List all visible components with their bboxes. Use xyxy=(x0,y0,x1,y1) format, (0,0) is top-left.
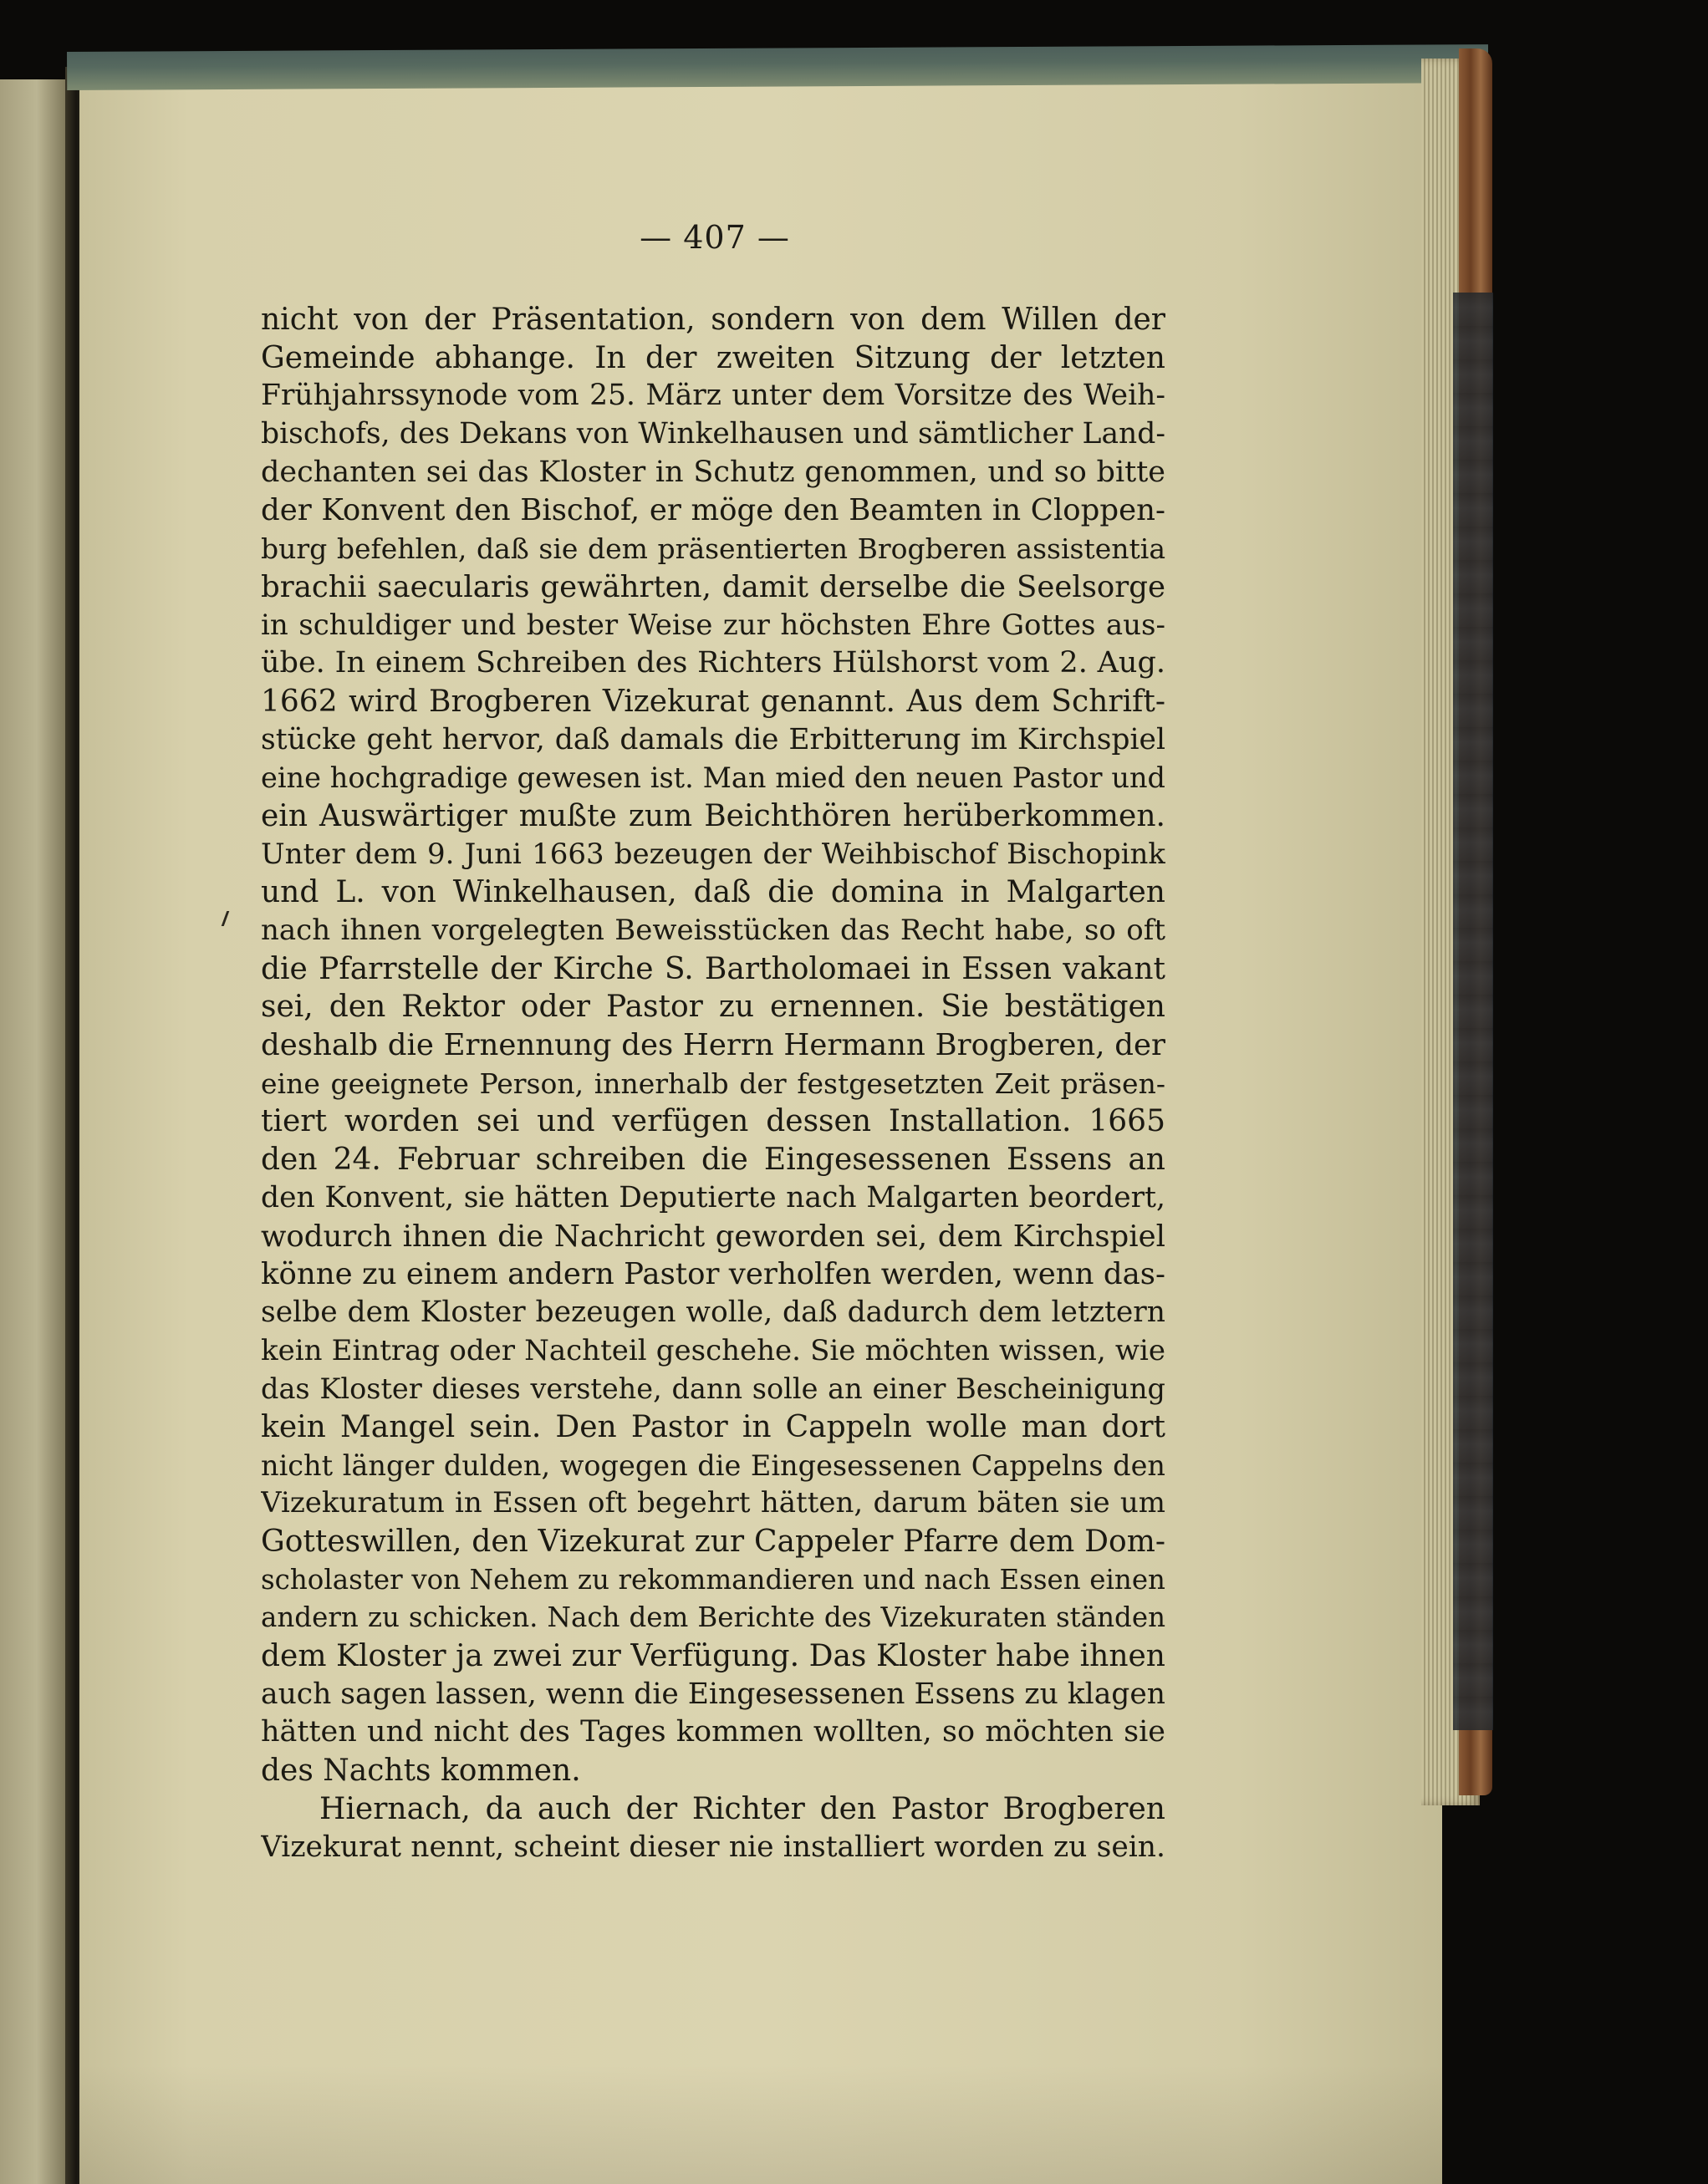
text-line: in schuldiger und bester Weise zur höchsten Ehre Gottes aus- xyxy=(261,608,1165,642)
text-line: Hiernach, da auch der Richter den Pastor Brogberen xyxy=(319,1791,1165,1826)
text-line: tiert worden sei und verfügen dessen Installation. 1665 xyxy=(261,1104,1165,1139)
text-line: dem Kloster ja zwei zur Verfügung. Das Kloster habe ihnen xyxy=(261,1639,1165,1674)
text-line: Gotteswillen, den Vizekurat zur Cappeler Pfarre dem Dom- xyxy=(261,1525,1165,1559)
text-line: den 24. Februar schreiben die Eingesessenen Essens an xyxy=(261,1143,1165,1178)
text-line: 1662 wird Brogberen Vizekurat genannt. Aus dem Schrift- xyxy=(261,684,1165,719)
text-line: kein Mangel sein. Den Pastor in Cappeln wolle man dort xyxy=(261,1409,1165,1444)
text-line: und L. von Winkelhausen, daß die domina in Malgarten xyxy=(261,875,1165,910)
text-line: das Kloster dieses verstehe, dann solle an einer Bescheinigung xyxy=(261,1372,1165,1406)
cover-edge xyxy=(1453,293,1493,1730)
text-line: nach ihnen vorgelegten Beweisstücken das Recht habe, so oft xyxy=(261,914,1165,947)
text-line: auch sagen lassen, wenn die Eingesessenen Essens zu klagen xyxy=(261,1677,1165,1711)
text-line: eine geeignete Person, innerhalb der festgesetzten Zeit präsen- xyxy=(261,1067,1165,1100)
text-line: andern zu schicken. Nach dem Berichte des Vizekuraten ständen xyxy=(261,1601,1165,1634)
page-body-text xyxy=(261,301,1165,1866)
text-line: ein Auswärtiger mußte zum Beichthören herüberkommen. xyxy=(261,798,1165,833)
text-line: scholaster von Nehem zu rekommandieren und nach Essen einen xyxy=(261,1563,1165,1596)
text-line: selbe dem Kloster bezeugen wolle, daß dadurch dem letztern xyxy=(261,1295,1165,1329)
page-shadow xyxy=(79,2064,1442,2184)
text-line: eine hochgradige gewesen ist. Man mied den neuen Pastor und xyxy=(261,761,1165,795)
text-line: nicht von der Präsentation, sondern von dem Willen der xyxy=(261,303,1165,337)
text-line: Vizekuratum in Essen oft begehrt hätten, darum bäten sie um xyxy=(261,1486,1165,1520)
text-line: stücke geht hervor, daß damals die Erbitterung im Kirchspiel xyxy=(261,722,1165,756)
text-line: wodurch ihnen die Nachricht geworden sei, dem Kirchspiel xyxy=(261,1219,1165,1254)
text-line: bischofs, des Dekans von Winkelhausen und sämtlicher Land- xyxy=(261,417,1165,451)
text-line: die Pfarrstelle der Kirche S. Bartholomaei in Essen vakant xyxy=(261,951,1165,986)
text-line: könne zu einem andern Pastor verholfen werden, wenn das- xyxy=(261,1257,1165,1292)
page-number: — 407 — xyxy=(640,219,790,256)
text-line: Unter dem 9. Juni 1663 bezeugen der Weihbischof Bischopink xyxy=(261,837,1165,871)
text-line: übe. In einem Schreiben des Richters Hülshorst vom 2. Aug. xyxy=(261,646,1165,680)
top-page-edge xyxy=(67,44,1488,90)
text-line: sei, den Rektor oder Pastor zu ernennen. Sie bestätigen xyxy=(261,990,1165,1025)
text-line: Frühjahrssynode vom 25. März unter dem Vorsitze des Weih- xyxy=(261,379,1165,413)
text-line: des Nachts kommen. xyxy=(261,1754,581,1789)
text-line: burg befehlen, daß sie dem präsentierten Brogberen assistentia xyxy=(261,532,1165,566)
text-line: den Konvent, sie hätten Deputierte nach Malgarten beordert, xyxy=(261,1180,1165,1214)
text-line: kein Eintrag oder Nachteil geschehe. Sie möchten wissen, wie xyxy=(261,1333,1165,1367)
text-line: brachii saecularis gewährten, damit derselbe die Seelsorge xyxy=(261,569,1165,604)
text-line: Vizekurat nennt, scheint dieser nie installiert worden zu sein. xyxy=(261,1830,1165,1864)
text-line: Gemeinde abhange. In der zweiten Sitzung der letzten xyxy=(261,340,1165,375)
text-line: der Konvent den Bischof, er möge den Beamten in Cloppen- xyxy=(261,493,1165,528)
text-line: nicht länger dulden, wogegen die Eingesessenen Cappelns den xyxy=(261,1448,1165,1482)
text-line: dechanten sei das Kloster in Schutz genommen, und so bitte xyxy=(261,455,1165,489)
left-page-edge xyxy=(0,79,67,2184)
text-line: deshalb die Ernennung des Herrn Hermann Brogberen, der xyxy=(261,1028,1165,1063)
text-line: hätten und nicht des Tages kommen wollten, so möchten sie xyxy=(261,1715,1165,1749)
